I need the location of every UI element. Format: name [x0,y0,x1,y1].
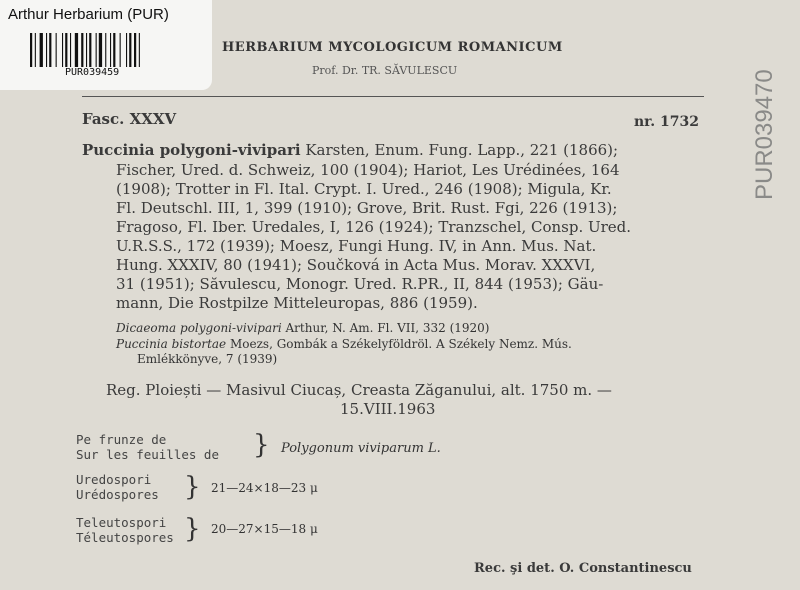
synonym-line [116,337,572,351]
uredospores-label-fr: Urédospores [76,487,159,502]
locality: Reg. Ploiești — Masivul Ciucaș, Creasta Zăganului, alt. 1750 m. — [106,381,612,399]
citation-line: Hung. XXXIV, 80 (1941); Součková in Acta Mus. Morav. XXXVI, [116,256,596,274]
teleutospores-label-fr: Téleutospores [76,530,174,545]
barcode-label [0,0,212,90]
citation-rest: Karsten, Enum. Fung. Lapp., 221 (1866); [300,141,619,159]
host-label-ro: Pe frunze de [76,432,167,447]
fascicle: Fasc. XXXV [82,110,177,128]
header-subtitle: Prof. Dr. TR. SĂVULESCU [312,64,458,77]
citation-line: U.R.S.S., 172 (1939); Moesz, Fungi Hung. IV, in Ann. Mus. Nat. [116,237,597,255]
teleutospores-value: 20—27×15—18 μ [211,522,318,536]
handwritten-annotation: PUR039470 [751,69,778,200]
collection-date: 15.VIII.1963 [340,400,436,418]
synonym-rest: Arthur, N. Am. Fl. VII, 332 (1920) [281,321,490,335]
citation-line [82,141,704,159]
herbarium-name: Arthur Herbarium (PUR) [8,6,169,23]
citation-line: Fl. Deutschl. III, 1, 399 (1910); Grove, Brit. Rust. Fgi, 226 (1913); [116,199,618,217]
brace: } [253,430,270,460]
header-title: HERBARIUM MYCOLOGICUM ROMANICUM [222,40,563,55]
species-name: Puccinia polygoni-vivipari [82,141,301,159]
uredospores-value: 21—24×18—23 μ [211,481,318,495]
synonym-rest: Moezs, Gombák a Székelyföldröl. A Székely Nemz. Mús. [226,337,572,351]
citation-line: (1908); Trotter in Fl. Ital. Crypt. I. Ured., 246 (1908); Migula, Kr. [116,180,612,198]
host-value: Polygonum viviparum L. [281,441,441,456]
barcode-number: PUR039459 [65,67,120,78]
citation-line: mann, Die Rostpilze Mitteleuropas, 886 (1959). [116,294,478,312]
uredospores-label-ro: Uredospori [76,472,152,487]
brace: } [184,514,201,544]
citation-line: Fischer, Ured. d. Schweiz, 100 (1904); Hariot, Les Urédinées, 164 [116,161,620,179]
synonym-name: Puccinia bistortae [116,337,227,351]
teleutospores-label-ro: Teleutospori [76,515,167,530]
collector-footer: Rec. şi det. O. Constantinescu [474,561,692,576]
specimen-number: nr. 1732 [634,114,699,130]
divider [82,96,704,97]
synonym-name: Dicaeoma polygoni-vivipari [116,321,282,335]
host-label-fr: Sur les feuilles de [76,447,219,462]
citation-line: Fragoso, Fl. Iber. Uredales, I, 126 (1924); Tranzschel, Consp. Ured. [116,218,632,236]
barcode-icon [30,33,170,67]
synonym-line: Emlékkönyve, 7 (1939) [137,352,278,366]
synonym-line [116,321,489,335]
citation-line: 31 (1951); Săvulescu, Monogr. Ured. R.PR., II, 844 (1953); Gäu- [116,275,604,293]
brace: } [184,472,201,502]
